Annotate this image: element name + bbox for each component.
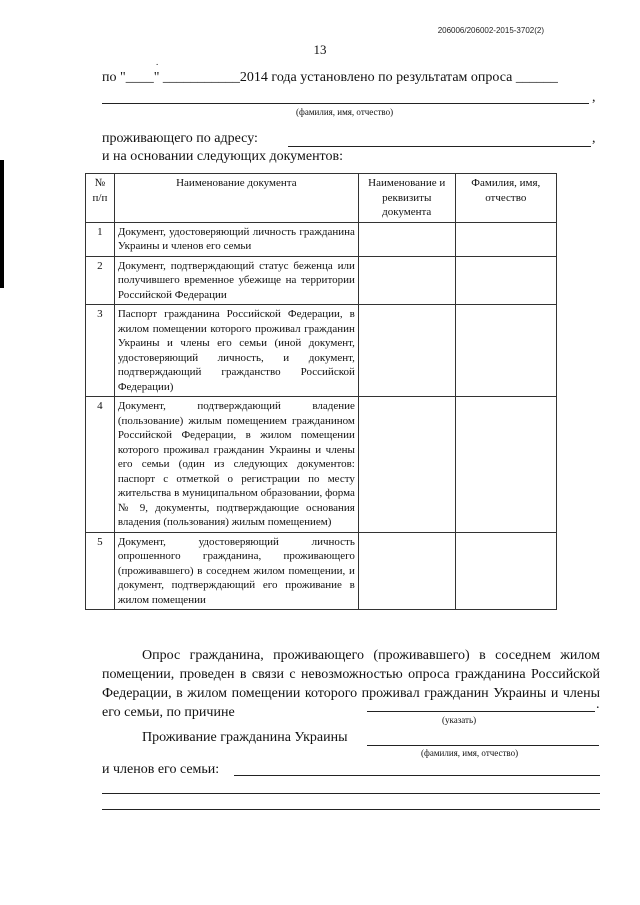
row-number: 2 [86, 256, 115, 305]
stray-mark: . [156, 57, 159, 67]
documents-intro: и на основании следующих документов: [102, 149, 343, 164]
header-document-details: Наименование и реквизиты документа [358, 174, 455, 223]
row-details-cell [358, 397, 455, 533]
row-document-name: Документ, подтверждающий владение (пользование) жилым помещением гражданином Российской Федерации, в жилом помещении которого проживал гражданин Украины и члены его семьи (один из следующих документов: паспорт с отметкой о регистрации по месту жительства в муниципальном образовании, форма № 9, документы, подтверждающие основания владения (пользования) жилым помещением) [114, 397, 358, 533]
header-number: № п/п [86, 174, 115, 223]
family-line [234, 775, 600, 776]
row-number: 3 [86, 305, 115, 397]
table-row [86, 222, 557, 256]
comma: , [592, 131, 596, 146]
row-details-cell [358, 222, 455, 256]
specify-caption: (указать) [442, 715, 477, 725]
row-details-cell [358, 256, 455, 305]
row-document-name: Документ, удостоверяющий личность опрошенного гражданина, проживающего (проживавшего) в соседнем жилом помещении, и документ, подтверждающий его проживание в жилом помещении [114, 532, 358, 610]
row-document-name: Документ, подтверждающий статус беженца или получившего временное убежище на территории Российской Федерации [114, 256, 358, 305]
row-name-cell [455, 397, 556, 533]
row-name-cell [455, 305, 556, 397]
row-name-cell [455, 256, 556, 305]
row-number: 4 [86, 397, 115, 533]
period: . [596, 697, 600, 712]
row-document-name: Документ, удостоверяющий личность гражданина Украины и членов его семьи [114, 222, 358, 256]
header-full-name: Фамилия, имя, отчество [455, 174, 556, 223]
row-document-name: Паспорт гражданина Российской Федерации, в жилом помещении которого проживал гражданин Украины и члены его семьи (иной документ, удостоверяющий личность, и документ, подтверждающий гражданство Российской Федерации) [114, 305, 358, 397]
residence-line [367, 745, 599, 746]
family-label: и членов его семьи: [102, 762, 220, 777]
table-row [86, 532, 557, 610]
row-details-cell [358, 532, 455, 610]
comma: , [592, 90, 596, 105]
table-row [86, 305, 557, 397]
table-row [86, 397, 557, 533]
name-caption: (фамилия, имя, отчество) [296, 107, 394, 117]
address-line [288, 146, 591, 147]
table-header-row [86, 174, 557, 223]
survey-text: Опрос гражданина, проживающего (проживавшего) в соседнем жилом помещении, проведен в связи с невозможностью опроса гражданина Российской Федерации, в жилом помещении которого проживал гражданин Украины и члены его семьи, по причине [102, 648, 600, 720]
documents-table [85, 173, 557, 610]
document-id: 206006/206002-2015-3702(2) [437, 26, 544, 35]
page-number: 13 [313, 42, 327, 57]
family-line [102, 809, 600, 810]
row-name-cell [455, 222, 556, 256]
residence-label: Проживание гражданина Украины [142, 730, 348, 745]
row-name-cell [455, 532, 556, 610]
row-details-cell [358, 305, 455, 397]
scan-margin-mark [0, 160, 4, 288]
row-number: 1 [86, 222, 115, 256]
name-line [102, 103, 589, 104]
address-label: проживающего по адресу: [102, 131, 258, 146]
reason-line [367, 711, 595, 712]
table-row [86, 256, 557, 305]
residence-name-caption: (фамилия, имя, отчество) [421, 748, 519, 758]
header-document-name: Наименование документа [114, 174, 358, 223]
row-number: 5 [86, 532, 115, 610]
family-line [102, 793, 600, 794]
date-line: по "____" ___________2014 года установлено по результатам опроса ______ [102, 70, 558, 85]
